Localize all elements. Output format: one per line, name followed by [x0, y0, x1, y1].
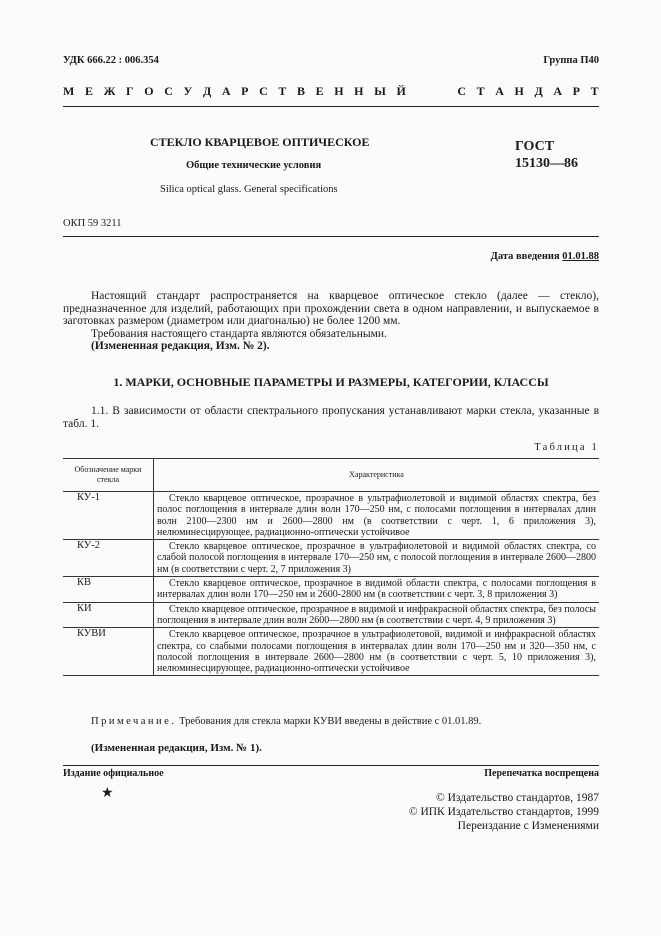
- introduction-date: [491, 251, 599, 262]
- heading-letter: Р: [572, 84, 580, 98]
- introduction-date-value: 01.01.88: [562, 251, 599, 262]
- footer-rule: [63, 765, 599, 766]
- table-row: [63, 540, 599, 577]
- heading-letter: Е: [84, 84, 93, 98]
- heading-letter: А: [495, 84, 504, 98]
- header-rule: [63, 106, 599, 107]
- note-text: Требования для стекла марки КУВИ введены в действие с 01.01.89.: [176, 716, 482, 727]
- interstate-standard-heading: [63, 84, 599, 99]
- table-1-label: Таблица 1: [534, 442, 599, 453]
- heading-letter: У: [183, 84, 193, 98]
- heading-letter: Й: [396, 84, 406, 98]
- intro-text: [63, 290, 599, 353]
- heading-letter: Е: [315, 84, 324, 98]
- amendment-1: (Измененная редакция, Изм. № 1).: [91, 742, 262, 754]
- official-edition: Издание официальное: [63, 768, 164, 779]
- glass-mark: КВ: [63, 577, 154, 603]
- heading-letter: О: [144, 84, 154, 98]
- okp-code: ОКП 59 3211: [63, 218, 122, 229]
- gost-designation: [515, 138, 578, 172]
- copyright-2: © ИПК Издательство стандартов, 1999: [408, 806, 599, 818]
- heading-letter: [430, 84, 433, 99]
- table-header-characteristic: Характеристика: [154, 459, 600, 492]
- reissue-note: Переиздание с Изменениями: [457, 820, 599, 832]
- copyright-1: © Издательство стандартов, 1987: [435, 792, 599, 804]
- intro-amendment: (Измененная редакция, Изм. № 2).: [91, 340, 270, 352]
- glass-mark: КУ-2: [63, 540, 154, 577]
- table-row: [63, 628, 599, 676]
- table-row: [63, 492, 599, 540]
- group-code: Группа П40: [543, 55, 599, 66]
- table-note: [91, 716, 481, 727]
- document-title: СТЕКЛО КВАРЦЕВОЕ ОПТИЧЕСКОЕ: [150, 135, 370, 149]
- okp-rule: [63, 236, 599, 237]
- document-subtitle: Общие технические условия: [186, 160, 322, 171]
- heading-letter: В: [296, 84, 305, 98]
- note-label: Примечание.: [91, 716, 177, 727]
- heading-letter: Ж: [103, 84, 116, 98]
- heading-letter: С: [164, 84, 173, 98]
- heading-letter: Д: [534, 84, 543, 98]
- document-title-english: Silica optical glass. General specifications: [160, 184, 338, 195]
- table-1: [63, 458, 599, 676]
- heading-letter: М: [63, 84, 75, 98]
- glass-characteristic: [154, 628, 600, 676]
- glass-characteristic-text: Стекло кварцевое оптическое, прозрачное в ультрафиолетовой и видимой областях спектра, без полос поглощения в интервале длин волн 170—250 нм, с полосами поглощения в интервалах длин волн 2100—2300 нм и 2600—2800 нм (в соответствии с черт. 1, 6 приложения 3), нелюминесцирующее, радиационно-оптически устойчивое: [157, 493, 596, 538]
- glass-characteristic: [154, 602, 600, 628]
- heading-letter: [444, 84, 447, 99]
- heading-letter: Г: [126, 84, 134, 98]
- heading-letter: Д: [202, 84, 212, 98]
- section-1-title: 1. МАРКИ, ОСНОВНЫЕ ПАРАМЕТРЫ И РАЗМЕРЫ, КАТЕГОРИИ, КЛАССЫ: [113, 375, 549, 389]
- table-row: [63, 577, 599, 603]
- glass-mark: КИ: [63, 602, 154, 628]
- glass-characteristic: [154, 492, 600, 540]
- clause-1-1: 1.1. В зависимости от области спектрального пропускания устанавливают марки стекла, указанные в табл. 1.: [63, 405, 599, 430]
- heading-letter: Р: [241, 84, 249, 98]
- table-row: [63, 602, 599, 628]
- gost-label: ГОСТ: [515, 139, 555, 154]
- glass-characteristic-text: Стекло кварцевое оптическое, прозрачное в ультрафиолетовой, видимой и инфракрасной областях спектра, со слабыми полосами поглощения в интервалах длин волн 170—250 нм и 320—350 нм, с полосой поглощения в интервале 2600—2800 нм (в соответствии с черт. 5, 10 приложения 3), нелюминесцирующее, радиационно-оптически устойчивое: [157, 629, 596, 675]
- glass-characteristic: [154, 577, 600, 603]
- heading-letter: С: [457, 84, 466, 98]
- heading-letter: Н: [514, 84, 524, 98]
- heading-letter: Ы: [374, 84, 386, 98]
- heading-letter: А: [553, 84, 562, 98]
- introduction-date-label: Дата введения: [490, 251, 563, 262]
- heading-letter: Н: [334, 84, 344, 98]
- table-header-mark: Обозначение марки стекла: [63, 459, 154, 492]
- heading-letter: [416, 84, 419, 99]
- heading-letter: А: [221, 84, 231, 98]
- intro-paragraph-1: Настоящий стандарт распространяется на кварцевое оптическое стекло (далее — стекло), предназначенное для изделий, работающих при прохождении света в одном направлении, и выпускаемое в заготовках размером (диаметром или диагональю) не более 1200 мм.: [63, 290, 599, 327]
- star-icon: ★: [101, 786, 114, 801]
- intro-paragraph-2: Требования настоящего стандарта являются обязательными.: [91, 327, 387, 340]
- heading-letter: С: [259, 84, 268, 98]
- heading-letter: Т: [278, 84, 287, 98]
- glass-characteristic-text: Стекло кварцевое оптическое, прозрачное в видимой области спектра, с полосами поглощения в интервалах длин волн 170—250 нм и 2600-2800 нм (в соответствии с черт. 3, 8 приложения 3): [157, 578, 596, 601]
- glass-mark: КУ-1: [63, 492, 154, 540]
- section-1-text: [63, 405, 599, 430]
- glass-characteristic: [154, 540, 600, 577]
- udk-code: УДК 666.22 : 006.354: [63, 55, 159, 66]
- heading-letter: Н: [354, 84, 364, 98]
- heading-letter: Т: [590, 84, 599, 98]
- glass-characteristic-text: Стекло кварцевое оптическое, прозрачное в видимой и инфракрасной областях спектра, без полосы поглощения в интервале длин волн 2600—2800 нм (в соответствии с черт. 4, 9 приложения 3): [157, 603, 596, 626]
- gost-number: 15130—86: [515, 156, 578, 171]
- glass-characteristic-text: Стекло кварцевое оптическое, прозрачное в ультрафиолетовой и видимой областях спектра, со слабой полосой поглощения в интервале 170—250 нм, с полосой поглощения в интервале 2600—2800 нм (в соответствии с черт. 2, 7 приложения 3): [157, 541, 596, 575]
- heading-letter: Т: [476, 84, 485, 98]
- glass-mark: КУВИ: [63, 628, 154, 676]
- reprint-prohibited: Перепечатка воспрещена: [484, 768, 599, 779]
